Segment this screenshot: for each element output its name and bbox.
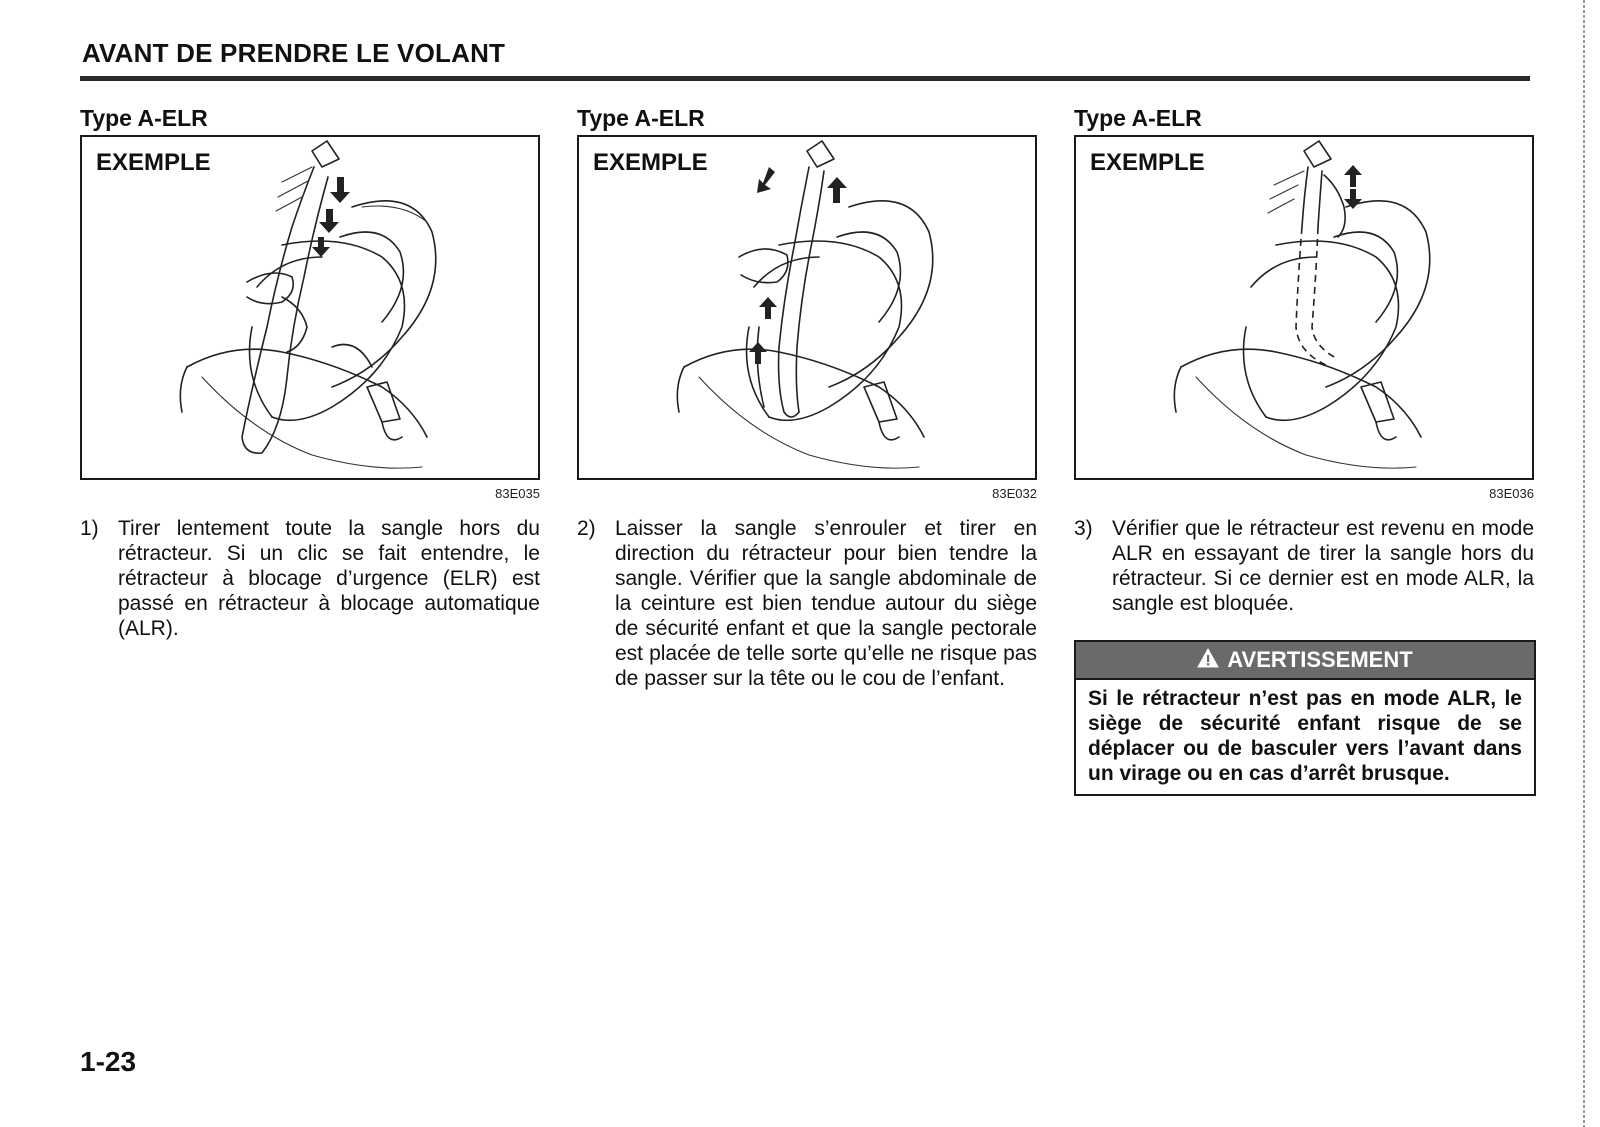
type-label: Type A-ELR <box>1074 105 1202 131</box>
warning-title: AVERTISSEMENT <box>1227 647 1413 672</box>
page-number: 1-23 <box>80 1046 137 1077</box>
warning-box <box>1074 640 1536 796</box>
step-text: Laisser la sangle s’enrouler et tirer en direction du rétracteur pour bien tendre la sangle. Vérifier que la sangle abdominale de la ceinture est bien tendue autour du siège de sécurité enfant et que la sangle pectorale est placée de telle sorte qu’elle ne risque pas de passer sur la tête ou le cou de l’enfant. <box>615 517 1037 690</box>
figure-box <box>1074 135 1534 480</box>
page-edge <box>1583 0 1585 1127</box>
example-label: EXEMPLE <box>593 149 708 176</box>
warning-text: Si le rétracteur n’est pas en mode ALR, le siège de sécurité enfant risque de se déplacer ou de basculer vers l’avant dans un virage ou en cas d’arrêt brusque. <box>1088 687 1522 785</box>
step-number: 2) <box>577 517 596 540</box>
example-label: EXEMPLE <box>96 149 211 176</box>
seat-belt-retract-illustration <box>579 137 1035 478</box>
step-number: 1) <box>80 517 99 540</box>
page-title: AVANT DE PRENDRE LE VOLANT <box>82 38 506 68</box>
figure-code: 83E032 <box>992 486 1037 501</box>
type-label: Type A-ELR <box>577 105 705 131</box>
step-instruction <box>1074 516 1534 616</box>
step-text: Vérifier que le rétracteur est revenu en mode ALR en essayant de tirer la sangle hors du rétracteur. Si ce dernier est en mode ALR, la sangle est bloquée. <box>1112 517 1534 615</box>
warning-triangle-icon <box>1197 643 1219 679</box>
figure-box <box>80 135 540 480</box>
step-text: Tirer lentement toute la sangle hors du rétracteur. Si un clic se fait entendre, le rétracteur à blocage d’urgence (ELR) est passé en rétracteur à blocage automatique (ALR). <box>118 517 540 640</box>
type-label: Type A-ELR <box>80 105 208 131</box>
header-rule <box>80 76 1530 81</box>
warning-header <box>1076 642 1534 680</box>
seat-belt-lock-check-illustration <box>1076 137 1532 478</box>
instruction-column-1 <box>80 104 540 641</box>
instruction-column-3 <box>1074 104 1534 796</box>
figure-code: 83E036 <box>1489 486 1534 501</box>
seat-belt-pull-out-illustration <box>82 137 538 478</box>
figure-box <box>577 135 1037 480</box>
step-number: 3) <box>1074 517 1093 540</box>
step-instruction <box>577 516 1037 691</box>
figure-code: 83E035 <box>495 486 540 501</box>
example-label: EXEMPLE <box>1090 149 1205 176</box>
instruction-column-2 <box>577 104 1037 691</box>
step-instruction <box>80 516 540 641</box>
